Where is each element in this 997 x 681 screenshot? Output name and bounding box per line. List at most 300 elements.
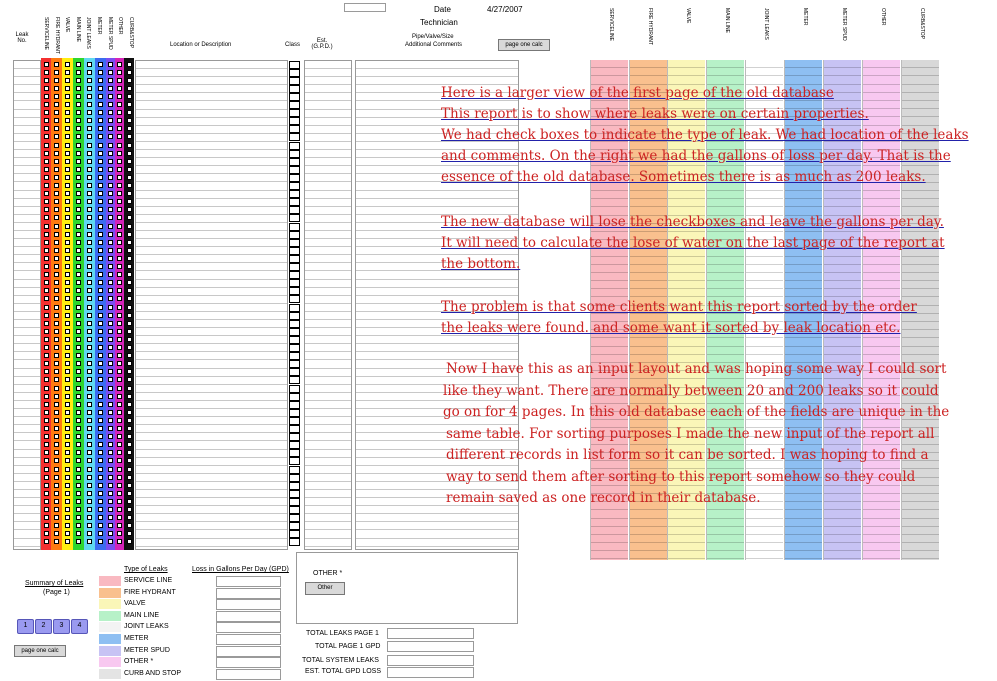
table-row[interactable] <box>305 352 351 360</box>
gpd-cell[interactable] <box>824 273 861 281</box>
leak-type-checkbox[interactable] <box>98 240 103 245</box>
gpd-cell[interactable] <box>902 85 939 93</box>
leak-type-checkbox[interactable] <box>98 118 103 123</box>
leak-type-checkbox[interactable] <box>117 224 122 229</box>
leak-type-checkbox[interactable] <box>127 126 132 131</box>
table-row[interactable] <box>14 498 40 506</box>
class-checkbox[interactable] <box>289 239 300 247</box>
class-checkbox[interactable] <box>289 425 300 433</box>
table-row[interactable] <box>14 425 40 433</box>
table-row[interactable] <box>136 304 287 312</box>
leak-type-checkbox[interactable] <box>127 377 132 382</box>
leak-type-checkbox[interactable] <box>44 377 49 382</box>
class-checkbox[interactable] <box>289 77 300 85</box>
gpd-cell[interactable] <box>902 289 939 297</box>
table-row[interactable] <box>305 296 351 304</box>
leak-type-checkbox[interactable] <box>54 353 59 358</box>
leak-type-checkbox[interactable] <box>127 296 132 301</box>
leak-type-checkbox[interactable] <box>127 167 132 172</box>
leak-type-checkbox[interactable] <box>87 159 92 164</box>
leak-type-checkbox[interactable] <box>108 361 113 366</box>
table-row[interactable] <box>14 85 40 93</box>
gpd-cell[interactable] <box>591 338 628 346</box>
leak-type-checkbox[interactable] <box>117 353 122 358</box>
leak-type-checkbox[interactable] <box>98 224 103 229</box>
leak-type-checkbox[interactable] <box>54 191 59 196</box>
leak-type-checkbox[interactable] <box>98 280 103 285</box>
leak-type-checkbox[interactable] <box>54 78 59 83</box>
leak-type-checkbox[interactable] <box>87 467 92 472</box>
leak-type-checkbox[interactable] <box>127 280 132 285</box>
leak-type-checkbox[interactable] <box>76 329 81 334</box>
leak-type-checkbox[interactable] <box>87 313 92 318</box>
table-row[interactable] <box>136 118 287 126</box>
table-row[interactable] <box>356 199 518 207</box>
leak-type-checkbox[interactable] <box>127 62 132 67</box>
leak-type-checkbox[interactable] <box>65 159 70 164</box>
table-row[interactable] <box>136 360 287 368</box>
gpd-cell[interactable] <box>746 281 783 289</box>
leak-type-checkbox[interactable] <box>108 256 113 261</box>
leak-type-checkbox[interactable] <box>117 499 122 504</box>
class-checkbox[interactable] <box>289 474 300 482</box>
table-row[interactable] <box>356 530 518 538</box>
leak-type-checkbox[interactable] <box>127 272 132 277</box>
gpd-cell[interactable] <box>746 257 783 265</box>
leak-type-checkbox[interactable] <box>76 78 81 83</box>
table-row[interactable] <box>136 223 287 231</box>
gpd-cell[interactable] <box>785 273 822 281</box>
leak-type-checkbox[interactable] <box>108 377 113 382</box>
table-row[interactable] <box>136 93 287 101</box>
leak-type-checkbox[interactable] <box>117 305 122 310</box>
gpd-cell[interactable] <box>668 273 705 281</box>
leak-type-checkbox[interactable] <box>108 410 113 415</box>
leak-type-checkbox[interactable] <box>87 94 92 99</box>
leak-type-checkbox[interactable] <box>87 329 92 334</box>
leak-type-checkbox[interactable] <box>127 199 132 204</box>
leak-type-checkbox[interactable] <box>44 507 49 512</box>
leak-type-checkbox[interactable] <box>76 232 81 237</box>
gpd-cell[interactable] <box>863 510 900 518</box>
leak-type-checkbox[interactable] <box>65 491 70 496</box>
leak-type-checkbox[interactable] <box>98 426 103 431</box>
gpd-cell[interactable] <box>591 519 628 527</box>
leak-type-checkbox[interactable] <box>54 126 59 131</box>
gpd-cell[interactable] <box>630 265 667 273</box>
table-row[interactable] <box>305 255 351 263</box>
leak-type-checkbox[interactable] <box>87 531 92 536</box>
gpd-cell[interactable] <box>902 543 939 551</box>
table-row[interactable] <box>14 328 40 336</box>
gpd-cell[interactable] <box>630 551 667 559</box>
table-row[interactable] <box>14 312 40 320</box>
table-row[interactable] <box>305 93 351 101</box>
leak-type-checkbox[interactable] <box>76 272 81 277</box>
table-row[interactable] <box>14 255 40 263</box>
gpd-cell[interactable] <box>591 257 628 265</box>
gpd-cell[interactable] <box>785 265 822 273</box>
leak-type-checkbox[interactable] <box>65 215 70 220</box>
leak-type-checkbox[interactable] <box>127 256 132 261</box>
gpd-cell[interactable] <box>824 338 861 346</box>
table-row[interactable] <box>136 377 287 385</box>
class-checkbox[interactable] <box>289 255 300 263</box>
leak-type-checkbox[interactable] <box>54 224 59 229</box>
leak-type-checkbox[interactable] <box>44 110 49 115</box>
table-row[interactable] <box>136 255 287 263</box>
table-row[interactable] <box>305 522 351 530</box>
leak-type-checkbox[interactable] <box>44 426 49 431</box>
leak-type-checkbox[interactable] <box>98 361 103 366</box>
loss-gpd-field[interactable] <box>216 646 281 657</box>
gpd-cell[interactable] <box>824 486 861 494</box>
leak-type-checkbox[interactable] <box>87 345 92 350</box>
leak-type-checkbox[interactable] <box>117 491 122 496</box>
gpd-cell[interactable] <box>863 199 900 207</box>
leak-type-checkbox[interactable] <box>127 305 132 310</box>
leak-type-checkbox[interactable] <box>76 450 81 455</box>
leak-type-checkbox[interactable] <box>87 280 92 285</box>
leak-type-checkbox[interactable] <box>65 175 70 180</box>
leak-type-checkbox[interactable] <box>87 353 92 358</box>
gpd-cell[interactable] <box>746 273 783 281</box>
leak-type-checkbox[interactable] <box>65 207 70 212</box>
leak-type-checkbox[interactable] <box>127 240 132 245</box>
leak-type-checkbox[interactable] <box>117 134 122 139</box>
leak-type-checkbox[interactable] <box>54 151 59 156</box>
table-row[interactable] <box>14 514 40 522</box>
leak-type-checkbox[interactable] <box>108 402 113 407</box>
leak-type-checkbox[interactable] <box>98 458 103 463</box>
leak-type-checkbox[interactable] <box>65 467 70 472</box>
leak-type-checkbox[interactable] <box>117 450 122 455</box>
gpd-cell[interactable] <box>863 281 900 289</box>
table-row[interactable] <box>136 166 287 174</box>
leak-type-checkbox[interactable] <box>76 256 81 261</box>
leak-type-checkbox[interactable] <box>76 224 81 229</box>
leak-type-checkbox[interactable] <box>87 110 92 115</box>
leak-type-checkbox[interactable] <box>108 426 113 431</box>
leak-type-checkbox[interactable] <box>54 491 59 496</box>
gpd-cell[interactable] <box>630 535 667 543</box>
leak-type-checkbox[interactable] <box>87 418 92 423</box>
leak-type-checkbox[interactable] <box>108 110 113 115</box>
leak-type-checkbox[interactable] <box>87 515 92 520</box>
leak-type-checkbox[interactable] <box>108 507 113 512</box>
leak-type-checkbox[interactable] <box>98 410 103 415</box>
leak-type-checkbox[interactable] <box>127 531 132 536</box>
leak-type-checkbox[interactable] <box>65 450 70 455</box>
leak-type-checkbox[interactable] <box>65 78 70 83</box>
table-row[interactable] <box>136 207 287 215</box>
table-row[interactable] <box>14 166 40 174</box>
gpd-cell[interactable] <box>591 191 628 199</box>
leak-type-checkbox[interactable] <box>54 264 59 269</box>
leak-type-checkbox[interactable] <box>65 402 70 407</box>
table-row[interactable] <box>14 336 40 344</box>
leak-type-checkbox[interactable] <box>108 442 113 447</box>
leak-type-checkbox[interactable] <box>87 248 92 253</box>
leak-type-checkbox[interactable] <box>65 86 70 91</box>
leak-type-checkbox[interactable] <box>117 151 122 156</box>
leak-type-checkbox[interactable] <box>76 507 81 512</box>
leak-type-checkbox[interactable] <box>54 507 59 512</box>
gpd-cell[interactable] <box>785 543 822 551</box>
leak-type-checkbox[interactable] <box>65 151 70 156</box>
table-row[interactable] <box>305 118 351 126</box>
table-row[interactable] <box>14 199 40 207</box>
leak-type-checkbox[interactable] <box>54 499 59 504</box>
gpd-cell[interactable] <box>630 519 667 527</box>
table-row[interactable] <box>305 312 351 320</box>
leak-type-checkbox[interactable] <box>108 305 113 310</box>
leak-type-checkbox[interactable] <box>87 337 92 342</box>
gpd-cell[interactable] <box>824 519 861 527</box>
class-checkbox[interactable] <box>289 223 300 231</box>
leak-type-checkbox[interactable] <box>65 410 70 415</box>
gpd-cell[interactable] <box>630 199 667 207</box>
table-row[interactable] <box>305 247 351 255</box>
table-row[interactable] <box>356 288 518 296</box>
table-row[interactable] <box>14 344 40 352</box>
leak-type-checkbox[interactable] <box>98 539 103 544</box>
gpd-cell[interactable] <box>824 347 861 355</box>
gpd-cell[interactable] <box>630 289 667 297</box>
est-total-gpd-loss-field[interactable] <box>387 667 474 678</box>
table-row[interactable] <box>136 369 287 377</box>
class-checkbox[interactable] <box>289 336 300 344</box>
table-row[interactable] <box>136 191 287 199</box>
leak-type-checkbox[interactable] <box>117 410 122 415</box>
table-row[interactable] <box>14 466 40 474</box>
class-checkbox[interactable] <box>289 150 300 158</box>
leak-type-checkbox[interactable] <box>127 288 132 293</box>
leak-type-checkbox[interactable] <box>65 102 70 107</box>
table-row[interactable] <box>136 522 287 530</box>
leak-type-checkbox[interactable] <box>65 167 70 172</box>
gpd-cell[interactable] <box>863 257 900 265</box>
leak-type-checkbox[interactable] <box>98 377 103 382</box>
leak-type-checkbox[interactable] <box>65 394 70 399</box>
table-row[interactable] <box>305 344 351 352</box>
leak-type-checkbox[interactable] <box>44 499 49 504</box>
leak-type-checkbox[interactable] <box>65 442 70 447</box>
table-row[interactable] <box>136 490 287 498</box>
table-row[interactable] <box>305 360 351 368</box>
leak-type-checkbox[interactable] <box>76 280 81 285</box>
leak-type-checkbox[interactable] <box>117 418 122 423</box>
leak-type-checkbox[interactable] <box>117 442 122 447</box>
table-row[interactable] <box>305 61 351 69</box>
gpd-cell[interactable] <box>902 330 939 338</box>
leak-type-checkbox[interactable] <box>65 386 70 391</box>
leak-type-checkbox[interactable] <box>87 394 92 399</box>
leak-type-checkbox[interactable] <box>65 256 70 261</box>
gpd-cell[interactable] <box>668 543 705 551</box>
leak-type-checkbox[interactable] <box>54 305 59 310</box>
table-row[interactable] <box>305 69 351 77</box>
leak-type-checkbox[interactable] <box>44 337 49 342</box>
table-row[interactable] <box>14 158 40 166</box>
leak-type-checkbox[interactable] <box>76 426 81 431</box>
table-row[interactable] <box>305 539 351 547</box>
class-checkbox[interactable] <box>289 506 300 514</box>
leak-type-checkbox[interactable] <box>54 377 59 382</box>
class-checkbox[interactable] <box>289 182 300 190</box>
leak-type-checkbox[interactable] <box>65 475 70 480</box>
table-row[interactable] <box>136 231 287 239</box>
leak-type-checkbox[interactable] <box>98 337 103 342</box>
gpd-cell[interactable] <box>668 338 705 346</box>
gpd-cell[interactable] <box>668 551 705 559</box>
table-row[interactable] <box>136 506 287 514</box>
leak-type-checkbox[interactable] <box>98 143 103 148</box>
gpd-cell[interactable] <box>707 265 744 273</box>
gpd-cell[interactable] <box>824 494 861 502</box>
leak-type-checkbox[interactable] <box>44 313 49 318</box>
gpd-cell[interactable] <box>707 199 744 207</box>
table-row[interactable] <box>136 69 287 77</box>
leak-type-checkbox[interactable] <box>98 483 103 488</box>
leak-type-checkbox[interactable] <box>65 118 70 123</box>
gpd-cell[interactable] <box>707 510 744 518</box>
table-row[interactable] <box>305 490 351 498</box>
leak-type-checkbox[interactable] <box>54 240 59 245</box>
leak-type-checkbox[interactable] <box>76 523 81 528</box>
table-row[interactable] <box>305 425 351 433</box>
leak-type-checkbox[interactable] <box>98 467 103 472</box>
leak-type-checkbox[interactable] <box>108 475 113 480</box>
leak-type-checkbox[interactable] <box>117 159 122 164</box>
table-row[interactable] <box>136 110 287 118</box>
gpd-cell[interactable] <box>668 257 705 265</box>
table-row[interactable] <box>14 239 40 247</box>
leak-type-checkbox[interactable] <box>108 280 113 285</box>
leak-type-checkbox[interactable] <box>117 296 122 301</box>
gpd-cell[interactable] <box>668 68 705 76</box>
leak-type-checkbox[interactable] <box>98 110 103 115</box>
leak-type-checkbox[interactable] <box>76 491 81 496</box>
leak-type-checkbox[interactable] <box>108 418 113 423</box>
leak-type-checkbox[interactable] <box>54 143 59 148</box>
leak-type-checkbox[interactable] <box>98 313 103 318</box>
leak-type-checkbox[interactable] <box>127 337 132 342</box>
leak-type-checkbox[interactable] <box>65 296 70 301</box>
leak-type-checkbox[interactable] <box>98 296 103 301</box>
table-row[interactable] <box>14 490 40 498</box>
leak-type-checkbox[interactable] <box>65 377 70 382</box>
class-checkbox[interactable] <box>289 368 300 376</box>
table-row[interactable] <box>305 474 351 482</box>
leak-type-checkbox[interactable] <box>127 491 132 496</box>
leak-type-checkbox[interactable] <box>65 94 70 99</box>
gpd-cell[interactable] <box>902 486 939 494</box>
gpd-cell[interactable] <box>785 191 822 199</box>
leak-type-checkbox[interactable] <box>54 410 59 415</box>
leak-type-checkbox[interactable] <box>76 361 81 366</box>
gpd-cell[interactable] <box>902 494 939 502</box>
loss-gpd-field[interactable] <box>216 669 281 680</box>
leak-type-checkbox[interactable] <box>127 402 132 407</box>
leak-type-checkbox[interactable] <box>54 467 59 472</box>
leak-type-checkbox[interactable] <box>54 232 59 237</box>
leak-type-checkbox[interactable] <box>108 167 113 172</box>
leak-type-checkbox[interactable] <box>127 434 132 439</box>
table-row[interactable] <box>136 239 287 247</box>
leak-type-checkbox[interactable] <box>108 143 113 148</box>
leak-type-checkbox[interactable] <box>54 199 59 204</box>
gpd-cell[interactable] <box>824 502 861 510</box>
table-row[interactable] <box>305 498 351 506</box>
class-checkbox[interactable] <box>289 352 300 360</box>
leak-type-checkbox[interactable] <box>76 394 81 399</box>
gpd-cell[interactable] <box>707 289 744 297</box>
leak-type-checkbox[interactable] <box>65 288 70 293</box>
leak-type-checkbox[interactable] <box>54 118 59 123</box>
class-checkbox[interactable] <box>289 142 300 150</box>
table-row[interactable] <box>305 328 351 336</box>
leak-type-checkbox[interactable] <box>65 280 70 285</box>
leak-type-checkbox[interactable] <box>117 191 122 196</box>
gpd-cell[interactable] <box>863 543 900 551</box>
gpd-cell[interactable] <box>902 322 939 330</box>
leak-type-checkbox[interactable] <box>76 475 81 480</box>
leak-type-checkbox[interactable] <box>76 70 81 75</box>
table-row[interactable] <box>305 458 351 466</box>
table-row[interactable] <box>136 61 287 69</box>
leak-type-checkbox[interactable] <box>76 531 81 536</box>
gpd-cell[interactable] <box>785 60 822 68</box>
table-row[interactable] <box>14 231 40 239</box>
gpd-cell[interactable] <box>785 510 822 518</box>
leak-type-checkbox[interactable] <box>54 313 59 318</box>
leak-type-checkbox[interactable] <box>127 426 132 431</box>
leak-type-checkbox[interactable] <box>117 483 122 488</box>
class-checkbox[interactable] <box>289 360 300 368</box>
table-row[interactable] <box>136 101 287 109</box>
table-row[interactable] <box>136 288 287 296</box>
leak-type-checkbox[interactable] <box>87 134 92 139</box>
gpd-cell[interactable] <box>707 535 744 543</box>
class-checkbox[interactable] <box>289 287 300 295</box>
table-row[interactable] <box>14 320 40 328</box>
total-leaks-page-field[interactable] <box>387 628 474 639</box>
leak-type-checkbox[interactable] <box>44 175 49 180</box>
gpd-cell[interactable] <box>863 486 900 494</box>
leak-type-checkbox[interactable] <box>54 159 59 164</box>
gpd-cell[interactable] <box>746 199 783 207</box>
leak-type-checkbox[interactable] <box>127 369 132 374</box>
leak-type-checkbox[interactable] <box>76 102 81 107</box>
gpd-cell[interactable] <box>591 551 628 559</box>
leak-type-checkbox[interactable] <box>44 305 49 310</box>
leak-type-checkbox[interactable] <box>108 70 113 75</box>
table-row[interactable] <box>305 417 351 425</box>
table-row[interactable] <box>136 126 287 134</box>
leak-type-checkbox[interactable] <box>108 337 113 342</box>
leak-type-checkbox[interactable] <box>87 199 92 204</box>
table-row[interactable] <box>14 369 40 377</box>
class-checkbox[interactable] <box>289 231 300 239</box>
gpd-cell[interactable] <box>591 281 628 289</box>
page-button-4[interactable]: 4 <box>71 619 88 634</box>
gpd-cell[interactable] <box>668 519 705 527</box>
leak-type-checkbox[interactable] <box>44 86 49 91</box>
loss-gpd-field[interactable] <box>216 576 281 587</box>
page-button-3[interactable]: 3 <box>53 619 70 634</box>
gpd-cell[interactable] <box>902 535 939 543</box>
